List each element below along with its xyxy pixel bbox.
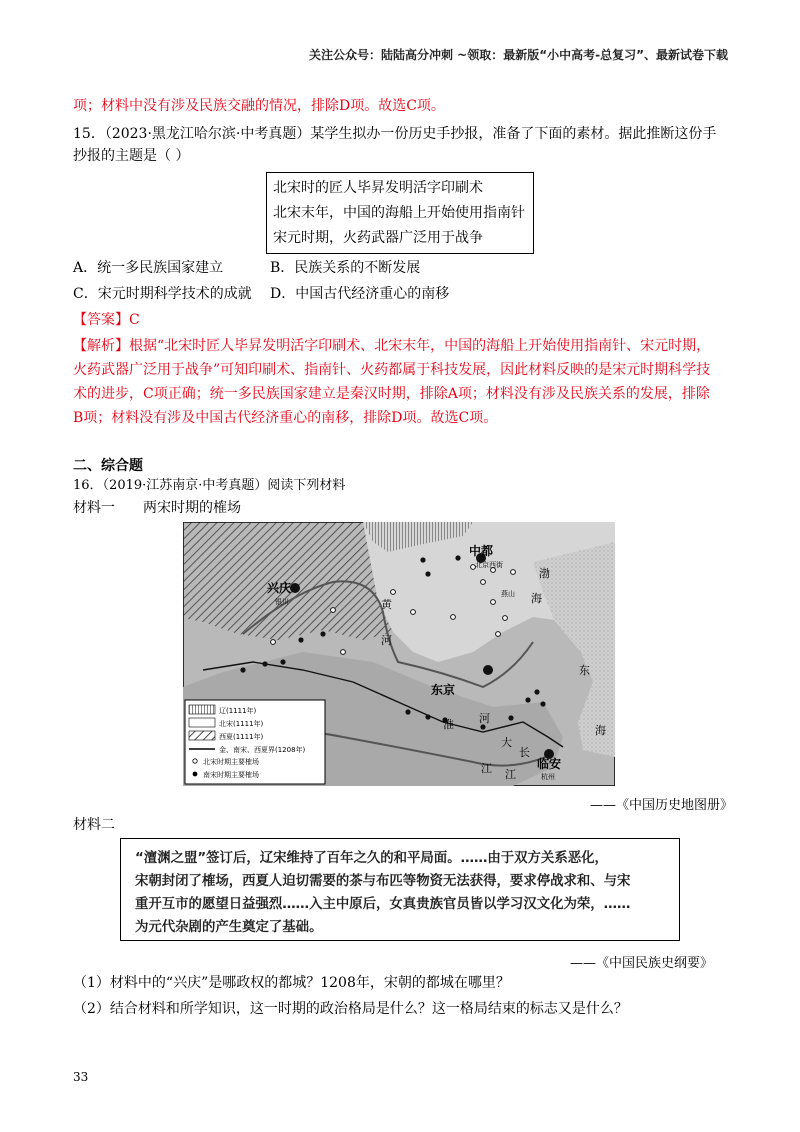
map-label-hai1: 海: [531, 592, 542, 605]
map-label-dongjing: 东京: [431, 683, 456, 697]
map-label-yinchuan: 银川: [275, 598, 289, 606]
material2-label: 材料二: [73, 817, 115, 833]
source2: ——《中国民族史纲要》: [570, 956, 714, 971]
material2-line-2: 宋朝封闭了榷场，西夏人迫切需要的茶与布匹等物资无法获得，要求停战求和、与宋: [135, 874, 631, 889]
material2-box: [120, 838, 680, 941]
map-label-zhongdu: 中都: [469, 544, 494, 558]
q15-answer: 【答案】C: [73, 312, 140, 328]
map-label-hai2: 海: [595, 724, 606, 737]
map-label-jiang2: 江: [505, 768, 516, 781]
legend-north-song-markets: 北宋时期主要榷场: [203, 758, 259, 766]
dongjing-capital-icon: [483, 665, 493, 675]
page-header: 关注公众号：陆陆高分冲刺 ~领取：最新版“小中高考-总复习”、最新试卷下载: [309, 48, 728, 62]
map-label-he2: 河: [479, 712, 490, 725]
q16-sub1: （1）材料中的“兴庆”是哪政权的都城？1208年，宋朝的都城在哪里？: [73, 975, 510, 991]
q16-stem: 16．（2019·江苏南京·中考真题）阅读下列材料: [73, 478, 346, 493]
q15-box-line-2: 北宋末年，中国的海船上开始使用指南针: [273, 205, 525, 221]
map-label-yanshan: 燕山: [501, 590, 515, 598]
map-label-hangzhou: 杭州: [541, 773, 555, 781]
map-label-linan: 临安: [537, 757, 562, 771]
legend-north-song: 北宋(1111年): [219, 720, 264, 728]
map-label-xingqing: 兴庆: [267, 581, 292, 595]
map-label-huai: 淮: [443, 718, 454, 731]
q15-option-a: A．统一多民族国家建立: [73, 260, 224, 276]
q15-box-line-1: 北宋时的匠人毕昇发明活字印刷术: [273, 180, 483, 196]
q15-analysis-line4: B项；材料没有涉及中国古代经济重心的南移，排除D项。故选C项。: [73, 410, 498, 426]
material2-line-3: 重开互市的愿望日益强烈……入主中原后，女真贵族官员皆以学习汉文化为荣，……: [135, 897, 631, 912]
map-label-bo: 渤: [539, 567, 550, 580]
material2-line-4: 为元代杂剧的产生奠定了基础。: [135, 920, 323, 935]
map-label-dong: 东: [579, 664, 590, 677]
q15-box-line-3: 宋元时期，火药武器广泛用于战争: [273, 230, 483, 246]
material1-title: 两宋时期的榷场: [143, 500, 241, 516]
q15-material-box: [266, 172, 534, 254]
material2-line-1: “澶渊之盟”签订后，辽宋维持了百年之久的和平局面。……由于双方关系恶化，: [135, 851, 608, 866]
xingqing-capital-icon: [290, 583, 300, 593]
legend-liao: 辽(1111年): [219, 707, 257, 715]
prev-answer-tail: 项；材料中没有涉及民族交融的情况，排除D项。故选C项。: [73, 98, 445, 114]
q15-option-c: C．宋元时期科学技术的成就: [73, 286, 252, 302]
q15-stem-line2: 抄报的主题是（ ）: [73, 148, 190, 164]
q15-analysis-line1: 【解析】根据“北宋时匠人毕昇发明活字印刷术、北宋末年，中国的海船上开始使用指南针、宋元时期，: [73, 338, 711, 354]
map-legend: [185, 700, 325, 784]
material1-label: 材料一: [73, 500, 115, 516]
song-trade-map: [183, 522, 615, 786]
map-label-huang: 黄: [381, 598, 392, 611]
section2-title: 二、综合题: [73, 458, 143, 474]
map-label-chang: 长: [519, 746, 530, 759]
q15-option-d: D．中国古代经济重心的南移: [270, 286, 450, 302]
map-label-jiang: 江: [481, 762, 492, 775]
legend-xixia: 西夏(1111年): [219, 733, 264, 741]
legend-border-1208: 金、南宋、西夏界(1208年): [219, 746, 306, 754]
q15-analysis-line3: 术的进步，C项正确；统一多民族国家建立是秦汉时期，排除A项；材料没有涉及民族关系的发展，排除: [73, 386, 710, 402]
q15-stem-line1: 15．（2023·黑龙江哈尔滨·中考真题）某学生拟办一份历史手抄报，准备了下面的素材。据此推断这份手: [73, 126, 717, 142]
legend-south-song-markets: 南宋时期主要榷场: [203, 771, 259, 779]
q15-option-b: B．民族关系的不断发展: [270, 260, 421, 276]
map-label-he: 河: [381, 634, 392, 647]
page-number: 33: [73, 1070, 89, 1084]
source1: ——《中国历史地图册》: [590, 798, 734, 813]
map-label-da: 大: [501, 736, 512, 749]
q15-analysis-line2: 火药武器广泛用于战争”可知印刷术、指南针、火药都属于科技发展，因此材料反映的是宋元时期科学技: [73, 362, 711, 378]
map-label-beijing-xixi: 北京西街: [475, 561, 503, 569]
q16-sub2: （2）结合材料和所学知识，这一时期的政治格局是什么？这一格局结束的标志又是什么？: [73, 1001, 628, 1017]
